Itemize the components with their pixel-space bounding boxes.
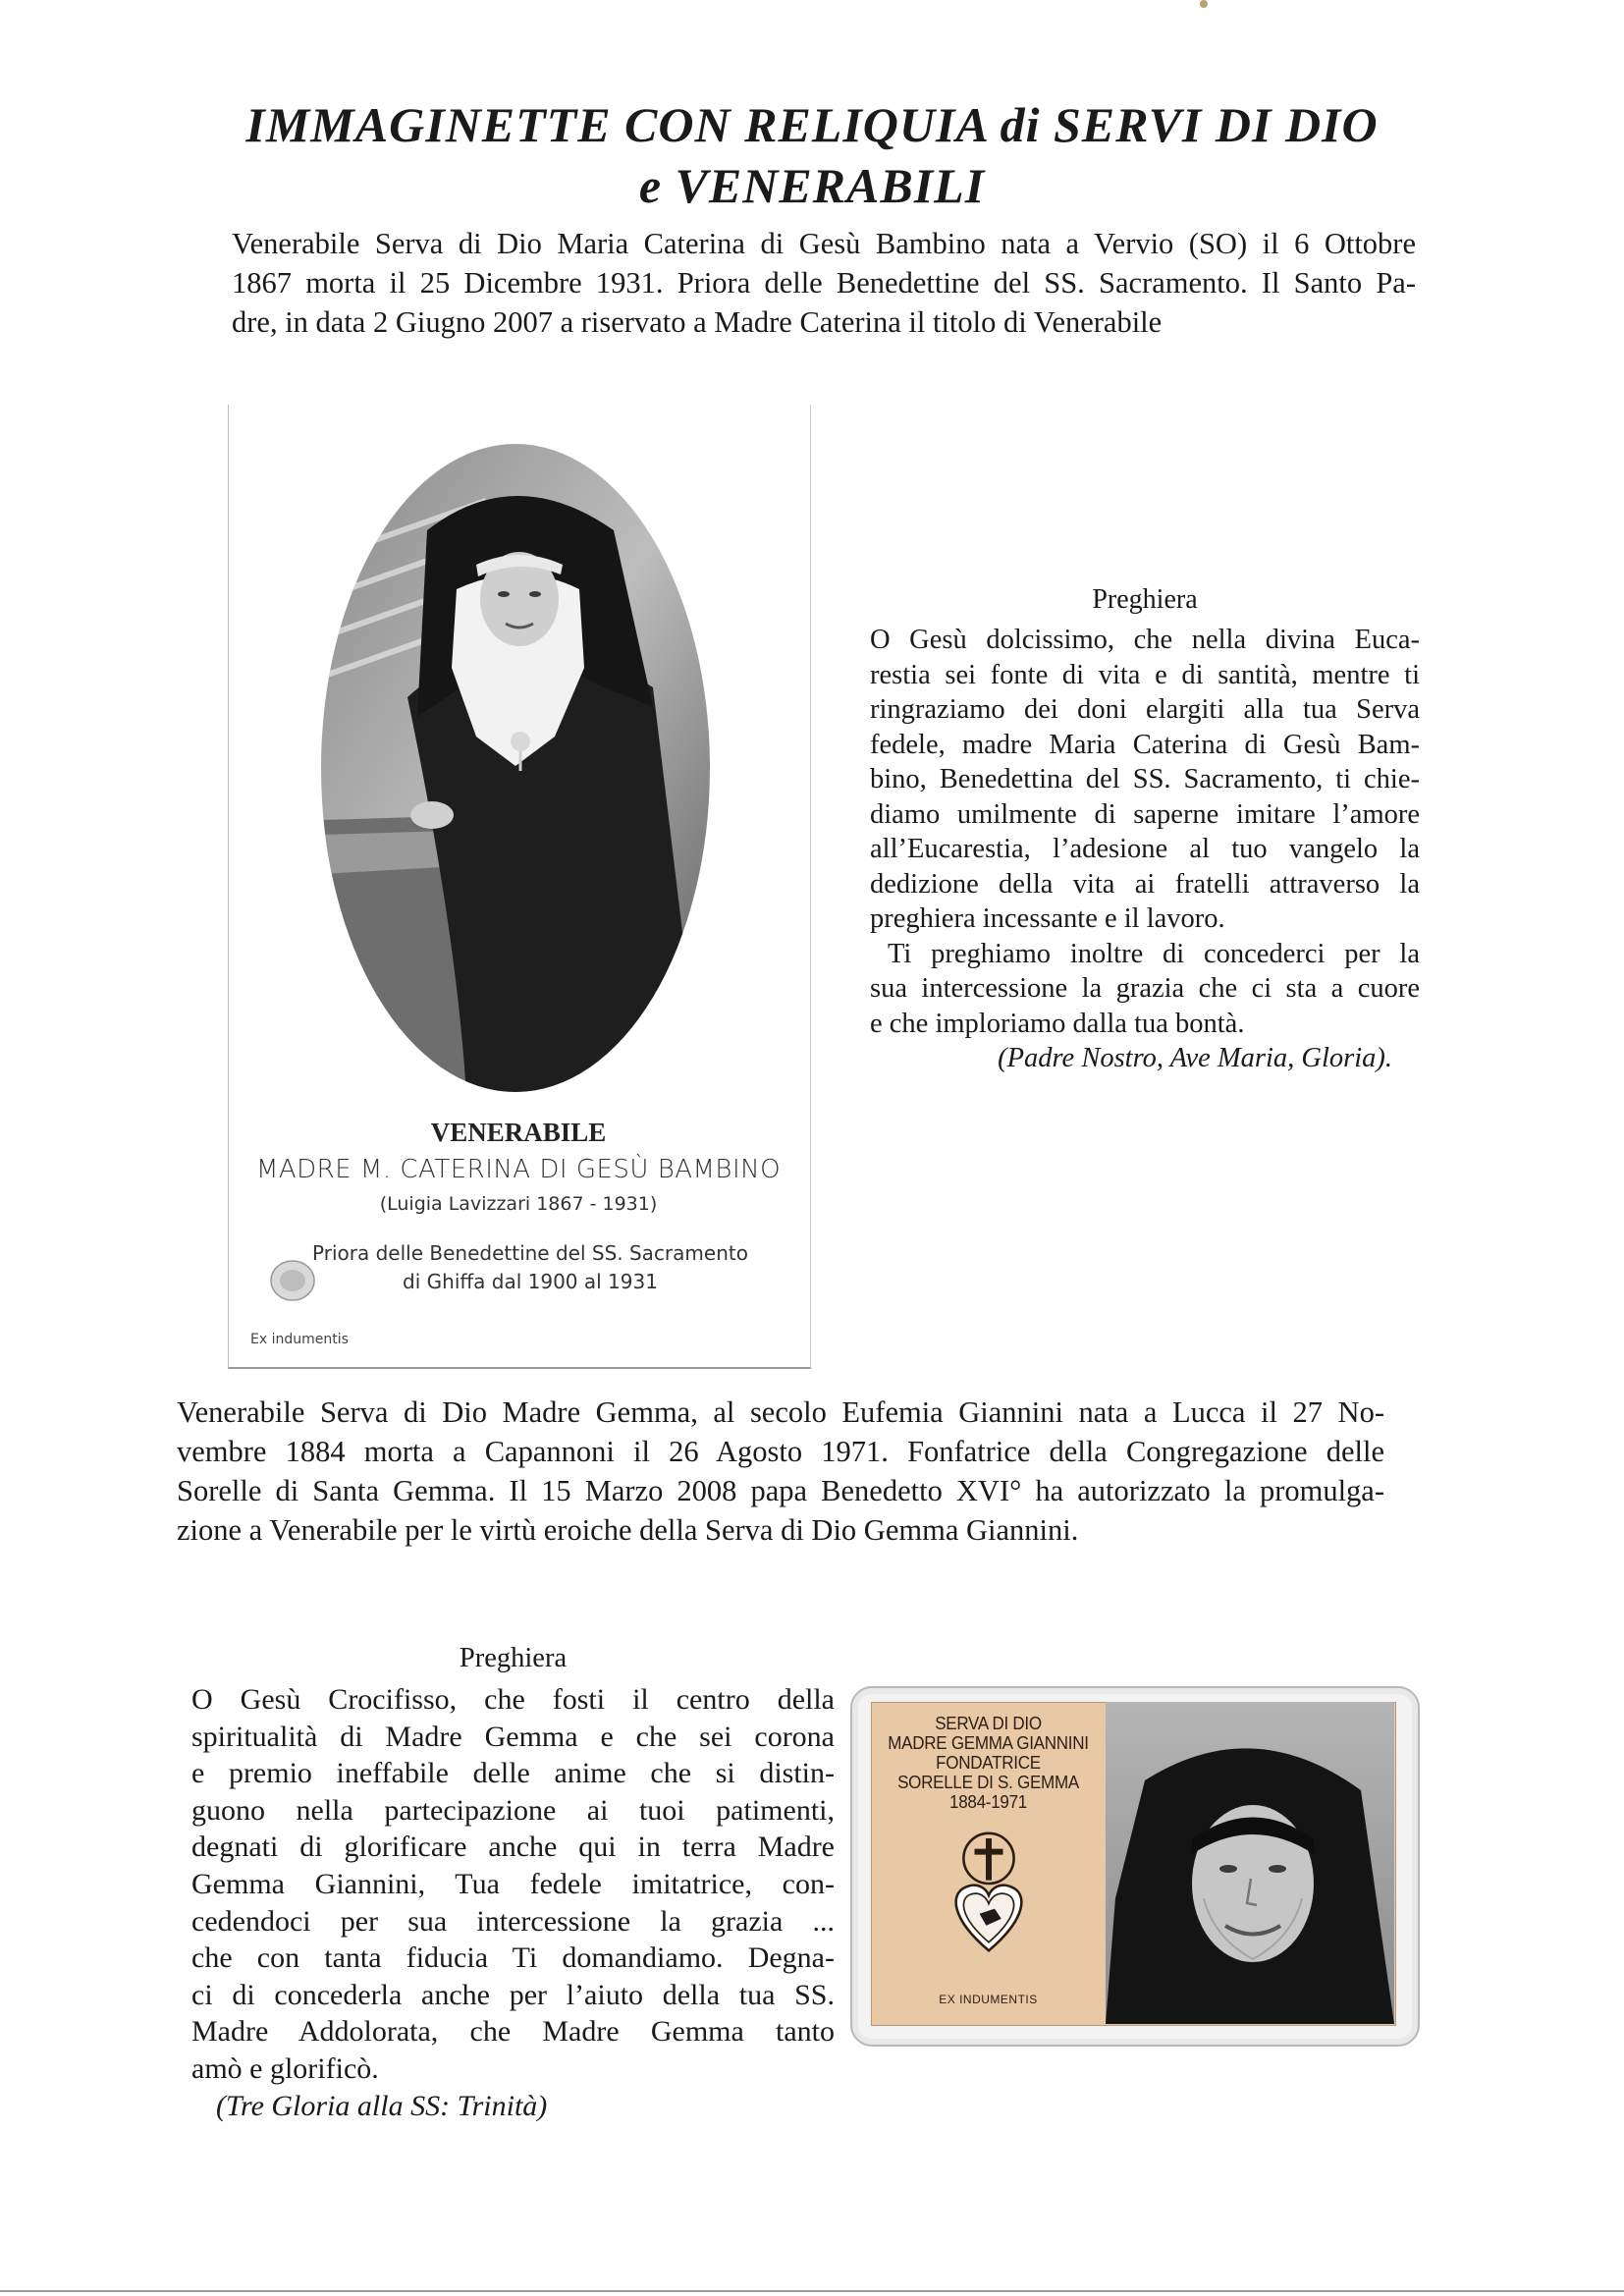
gemma-line-4: zione a Venerabile per le virtù eroiche della Serva di Dio Gemma Giannini. [177, 1513, 1079, 1547]
prayer2-text [191, 1681, 835, 2124]
portrait-madre-caterina [319, 442, 712, 1095]
prayer1-line: fedele, madre Maria Caterina di Gesù Bam- [870, 729, 1420, 760]
gemma-line-2: vembre 1884 morta a Capannoni il 26 Agosto 1971. Fonfatrice della Congregazione delle [177, 1435, 1384, 1468]
title-line-1: IMMAGINETTE CON RELIQUIA di SERVI DI DIO [245, 97, 1379, 152]
intro-paragraph [232, 224, 1416, 342]
intro-line-2: 1867 morta il 25 Dicembre 1931. Priora delle Benedettine del SS. Sacramento. Il Santo Pa- [232, 266, 1416, 300]
scan-speck [1200, 0, 1208, 8]
card2-line: SORELLE DI S. GEMMA [897, 1772, 1079, 1792]
card2-line: 1884-1971 [949, 1791, 1027, 1812]
prayer2-line: amò e glorificò. [191, 2051, 379, 2085]
prayer2-line: Gemma Giannini, Tua fedele imitatrice, con- [191, 1867, 835, 1900]
prayer2-line: degnati di glorificare anche qui in terra Madre [191, 1831, 835, 1864]
card1-dates: (Luigia Lavizzari 1867 - 1931) [379, 1193, 658, 1215]
scan-edge-line [0, 2290, 1624, 2292]
card1-venerabile: VENERABILE [430, 1118, 607, 1147]
card1-name: MADRE M. CATERINA DI GESÙ BAMBINO [255, 1155, 782, 1184]
prayer1-line: bino, Benedettina del SS. Sacramento, ti chie- [870, 764, 1420, 794]
page-title [0, 94, 1624, 216]
card1-ex-indumentis: Ex indumentis [250, 1332, 349, 1347]
card1-priora-line-2: di Ghiffa dal 1900 al 1931 [403, 1270, 658, 1293]
prayer1-line: dedizione della vita ai fratelli attraverso la [870, 868, 1420, 900]
prayer1-heading: Preghiera [1092, 584, 1198, 615]
prayer2-line: spiritualità di Madre Gemma e che sei corona [191, 1720, 835, 1753]
prayer2-line: che con tanta fiducia Ti domandiamo. Degna- [191, 1941, 835, 1975]
prayer1-line: all’Eucarestia, l’adesione al tuo vangelo la [870, 834, 1420, 864]
title-line-2: e VENERABILI [638, 158, 986, 213]
prayer1-line: diamo umilmente di saperne imitare l’amore [870, 798, 1420, 830]
prayer1-line: ringraziamo dei doni elargiti alla tua Serva [870, 694, 1420, 725]
intro-line-1: Venerabile Serva di Dio Maria Caterina di Gesù Bambino nata a Vervio (SO) il 6 Ottobre [232, 227, 1416, 260]
prayer1-line: e che imploriamo dalla tua bontà. [870, 1008, 1245, 1039]
card2-line: FONDATRICE [936, 1752, 1041, 1773]
prayer1-line: preghiera incessante e il lavoro. [870, 903, 1225, 934]
sacred-heart-cross-emblem-icon [935, 1827, 1043, 1952]
card2-line: MADRE GEMMA GIANNINI [888, 1732, 1089, 1753]
gemma-line-3: Sorelle di Santa Gemma. Il 15 Marzo 2008 papa Benedetto XVI° ha autorizzato la promulga- [177, 1474, 1384, 1507]
prayer1-text [870, 623, 1420, 1076]
prayer2-line: guono nella partecipazione ai tuoi patimenti, [191, 1793, 835, 1827]
prayer2-line: e premio ineffabile delle anime che si distin- [191, 1757, 835, 1790]
card2-ex-indumentis: EX INDUMENTIS [939, 1993, 1038, 2006]
intro-line-3: dre, in data 2 Giugno 2007 a riservato a Madre Caterina il titolo di Venerabile [232, 305, 1163, 339]
gemma-paragraph [177, 1393, 1384, 1550]
portrait-madre-gemma [1106, 1702, 1394, 2024]
prayer2-line: Madre Addolorata, che Madre Gemma tanto [191, 2015, 835, 2049]
prayer1-line: Ti preghiamo inoltre di concederci per la [888, 938, 1420, 969]
prayer2-closing: (Tre Gloria alla SS: Trinità) [216, 2089, 548, 2122]
card2-line: SERVA DI DIO [935, 1713, 1042, 1733]
prayer1-line: O Gesù dolcissimo, che nella divina Euca- [870, 625, 1420, 655]
prayer2-line: ci di concederla anche per l’aiuto della tua SS. [191, 1978, 835, 2011]
prayer2-line: cedendoci per sua intercessione la grazia ... [191, 1904, 835, 1938]
prayer1-line: sua intercessione la grazia che ci sta a cuore [870, 973, 1420, 1004]
prayer1-closing: (Padre Nostro, Ave Maria, Gloria). [998, 1043, 1392, 1073]
gemma-line-1: Venerabile Serva di Dio Madre Gemma, al secolo Eufemia Giannini nata a Lucca il 27 No- [177, 1395, 1384, 1429]
prayer1-line: restia sei fonte di vita e di santità, mentre ti [870, 659, 1420, 690]
card1-priora-line-1: Priora delle Benedettine del SS. Sacramento [312, 1241, 748, 1265]
prayer2-heading: Preghiera [459, 1643, 568, 1673]
prayer2-line: O Gesù Crocifisso, che fosti il centro della [191, 1683, 835, 1716]
